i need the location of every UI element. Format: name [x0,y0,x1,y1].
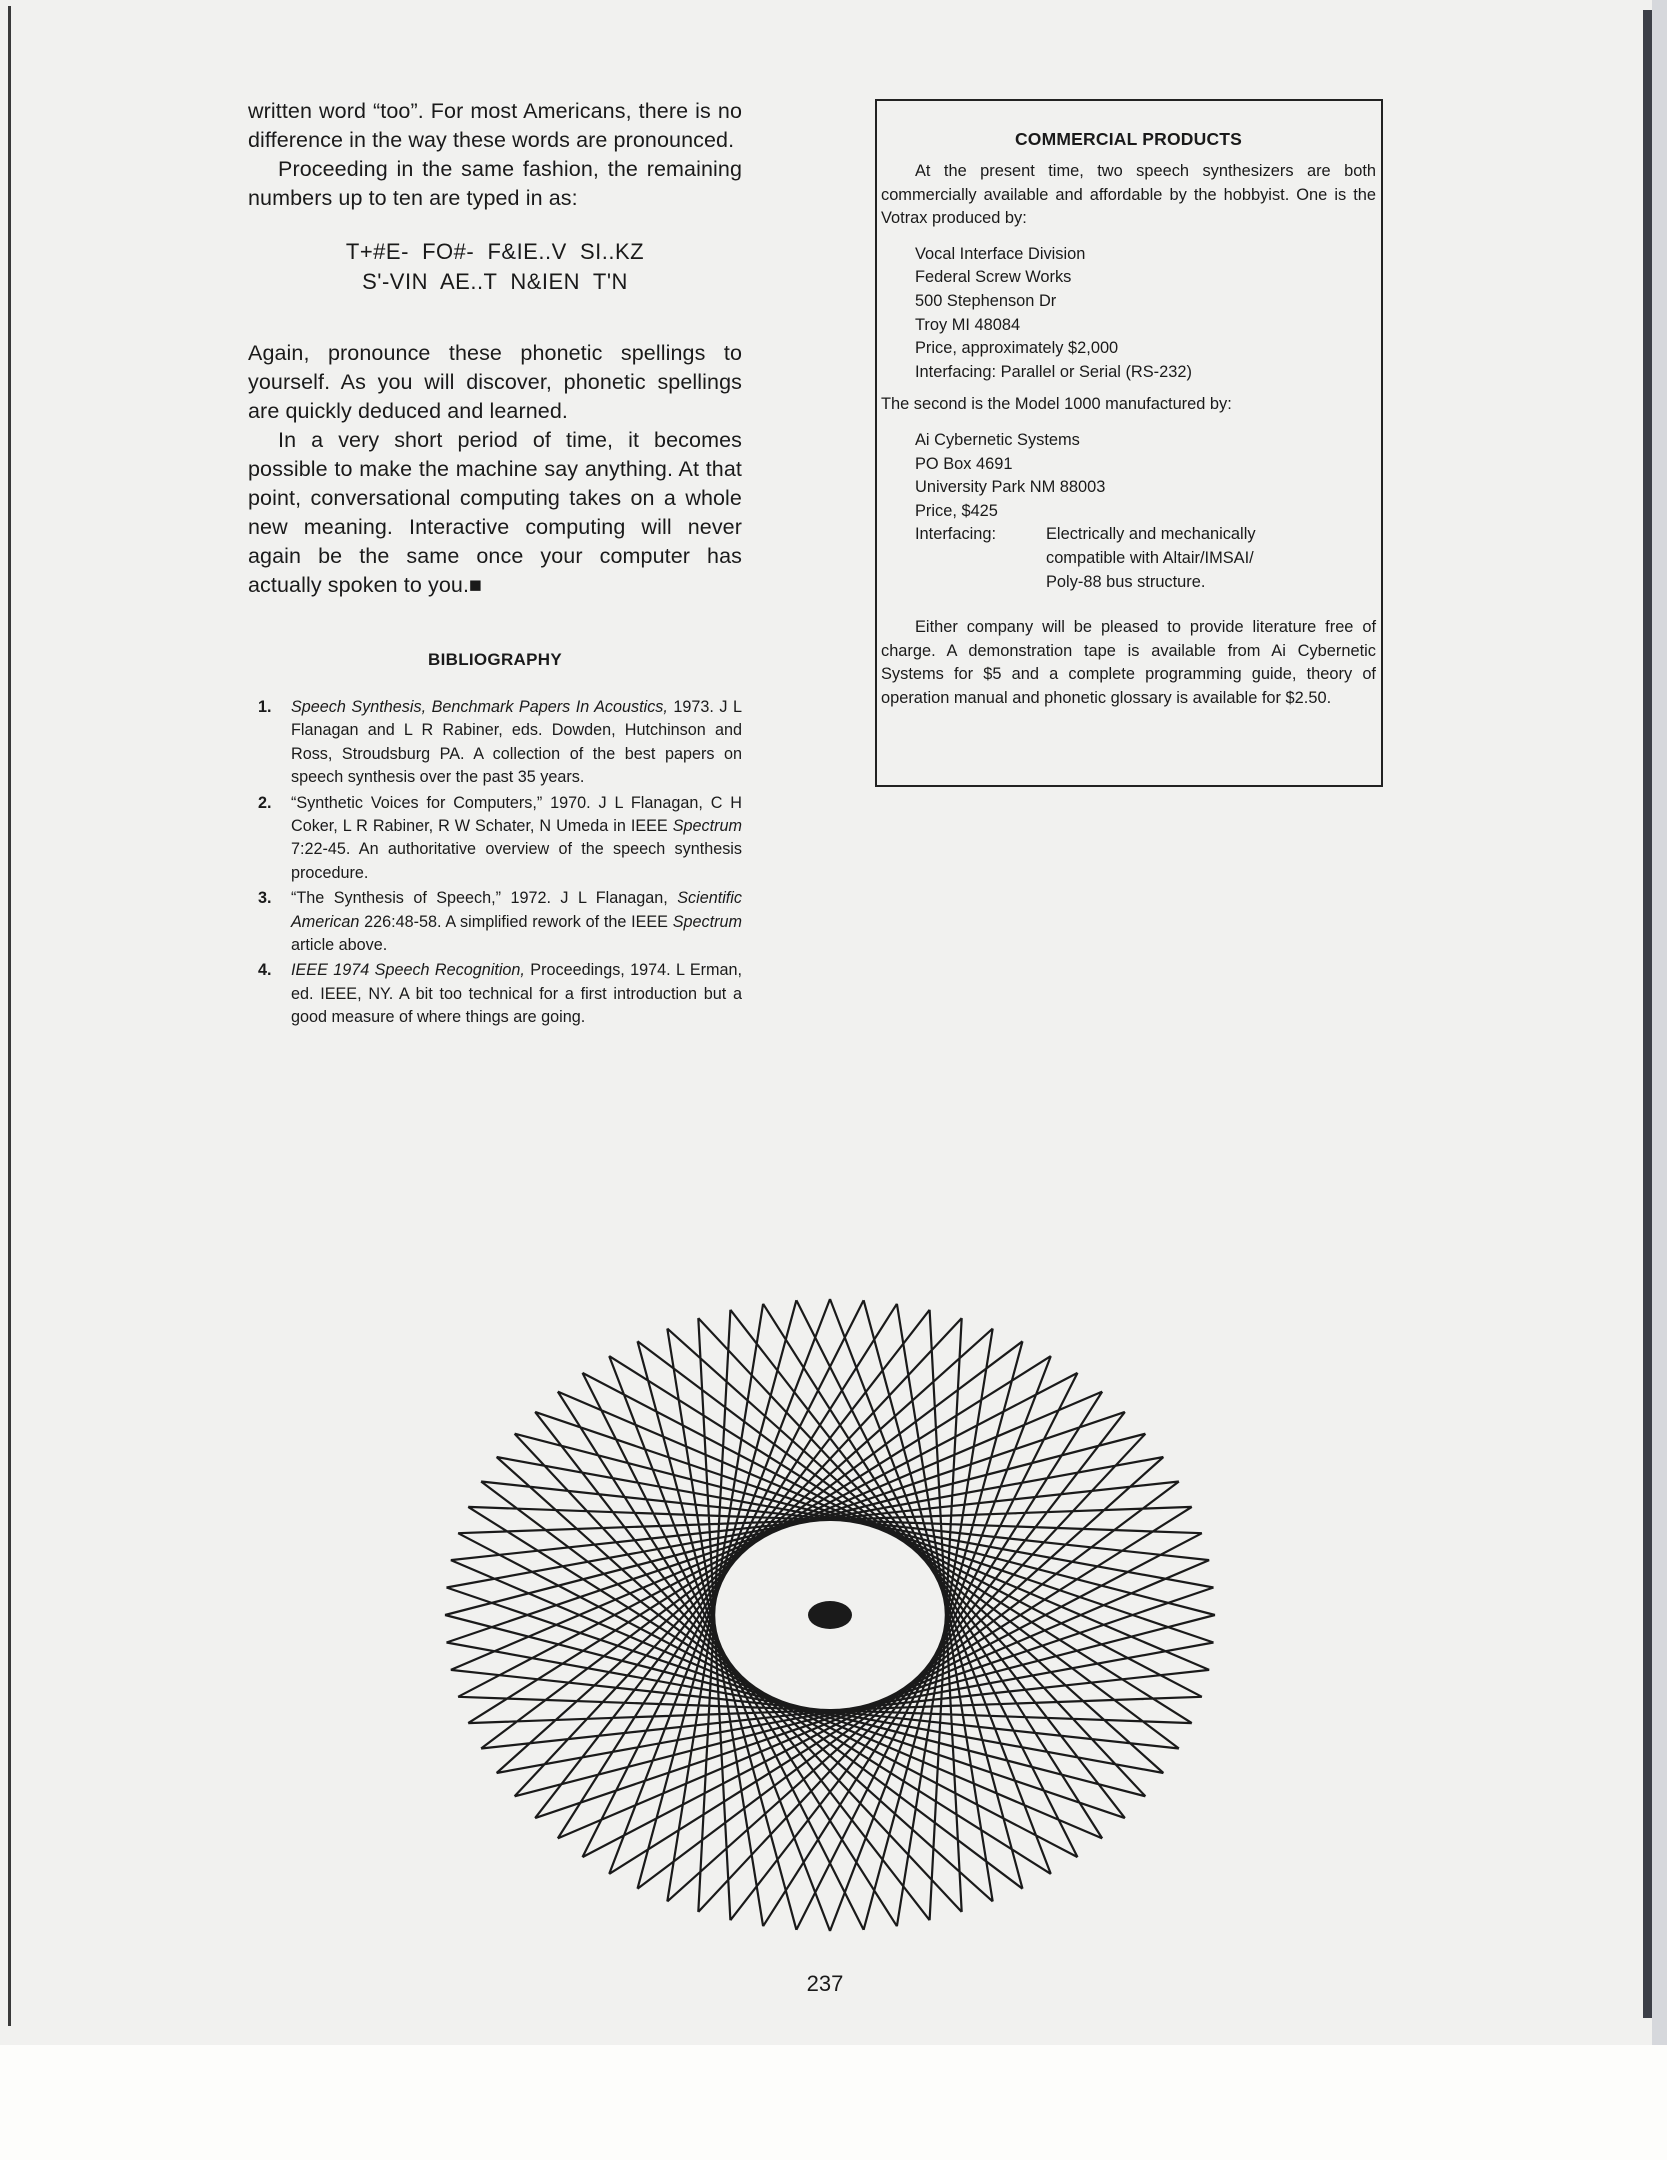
address-line: Troy MI 48084 [915,315,1021,334]
bibliography-item [248,887,742,957]
item-text: 226:48-58. A simplified rework of the IEEE [359,912,673,931]
box-closing: Either company will be pleased to provide literature free of charge. A demonstration tape is available from Ai Cybernetic Systems for $5 and a complete programming guide, theory of operation manual and phonetic glossary is available for $2.50. [881,618,1376,707]
bibliography-list [248,696,742,1030]
paragraph: In a very short period of time, it becomes possible to make the machine say anything. At that point, conversational computing takes on a whole new meaning. Interactive computing will never again be the same once your computer has actually spoken to you.■ [248,428,742,597]
box-second: The second is the Model 1000 manufactured by: [881,395,1232,414]
page-number: 237 [806,1971,844,1996]
interfacing-line: compatible with Altair/IMSAI/ [1046,548,1254,567]
page-left-edge [8,6,11,2026]
address-line: Interfacing: Parallel or Serial (RS-232) [915,362,1192,381]
address-line: PO Box 4691 [915,454,1013,473]
item-text: “Synthetic Voices for Computers,” 1970. J L Flanagan, C H Coker, L R Rabiner, R W Schater, N Umeda in IEEE [291,793,742,836]
bibliography-item [248,959,742,1029]
item-journal: Scientific American [291,889,742,931]
votrax-address [915,243,1376,385]
paragraph: Again, pronounce these phonetic spellings to yourself. As you will discover, phonetic spellings are quickly deduced and learned. [248,341,742,423]
page-right-edge [1643,10,1652,2018]
address-line: Federal Screw Works [915,268,1072,287]
item-text: article above. [291,936,388,955]
interfacing-line: Electrically and mechanically [1046,525,1256,544]
item-title: Speech Synthesis, Benchmark Papers In Acoustics, [291,698,668,716]
address-line: Vocal Interface Division [915,244,1086,263]
item-text: Proceedings, 1974. L Erman, ed. IEEE, NY. A bit too technical for a first introduction but a good measure of where things are going. [291,961,742,1027]
box-title: COMMERCIAL PRODUCTS [1014,129,1243,149]
item-title: IEEE 1974 Speech Recognition, [291,961,525,980]
item-text: “The Synthesis of Speech,” 1972. J L Flanagan, [291,889,678,908]
interfacing-text [1046,523,1256,594]
page-right-margin [1652,0,1667,2045]
left-column [248,97,742,1032]
paragraph: written word “too”. For most Americans, there is no difference in the way these words are pronounced. [248,99,742,152]
interfacing-row [915,523,1376,594]
bibliography-item [248,696,742,790]
item-number: 3. [258,889,272,908]
address-line: Price, $425 [915,501,998,520]
phonetic-line: T+#E- FO#- F&IE..V SI..KZ [345,239,645,264]
item-text: 1973. J L Flanagan and L R Rabiner, eds. Dowden, Hutchinson and Ross, Stroudsburg PA. A collection of the best papers on speech synthesis over the past 35 years. [291,698,742,787]
address-line: Ai Cybernetic Systems [915,430,1080,449]
phonetic-spellings [248,237,742,297]
interfacing-line: Poly-88 bus structure. [1046,572,1206,591]
spirograph-center [808,1601,852,1629]
address-line: Price, approximately $2,000 [915,339,1119,358]
item-journal: Spectrum [672,817,742,836]
interfacing-label: Interfacing: [915,525,997,544]
address-line: 500 Stephenson Dr [915,291,1057,310]
box-intro: At the present time, two speech synthesizers are both commercially available and affordable by the hobbyist. One is the Votrax produced by: [881,162,1376,228]
item-number: 2. [258,793,272,812]
commercial-products-box [875,99,1383,787]
address-line: University Park NM 88003 [915,478,1106,497]
paragraph: Proceeding in the same fashion, the remaining numbers up to ten are typed in as: [248,157,742,210]
spirograph-illustration [435,1290,1225,1940]
item-number: 1. [258,698,272,716]
item-number: 4. [258,961,272,980]
model1000-address [915,429,1376,594]
item-journal: Spectrum [672,912,742,931]
bibliography-title: BIBLIOGRAPHY [428,650,562,669]
bibliography-item [248,792,742,886]
phonetic-line: S'-VIN AE..T N&IEN T'N [362,269,628,294]
item-text: 7:22-45. An authoritative overview of the speech synthesis procedure. [291,840,742,882]
